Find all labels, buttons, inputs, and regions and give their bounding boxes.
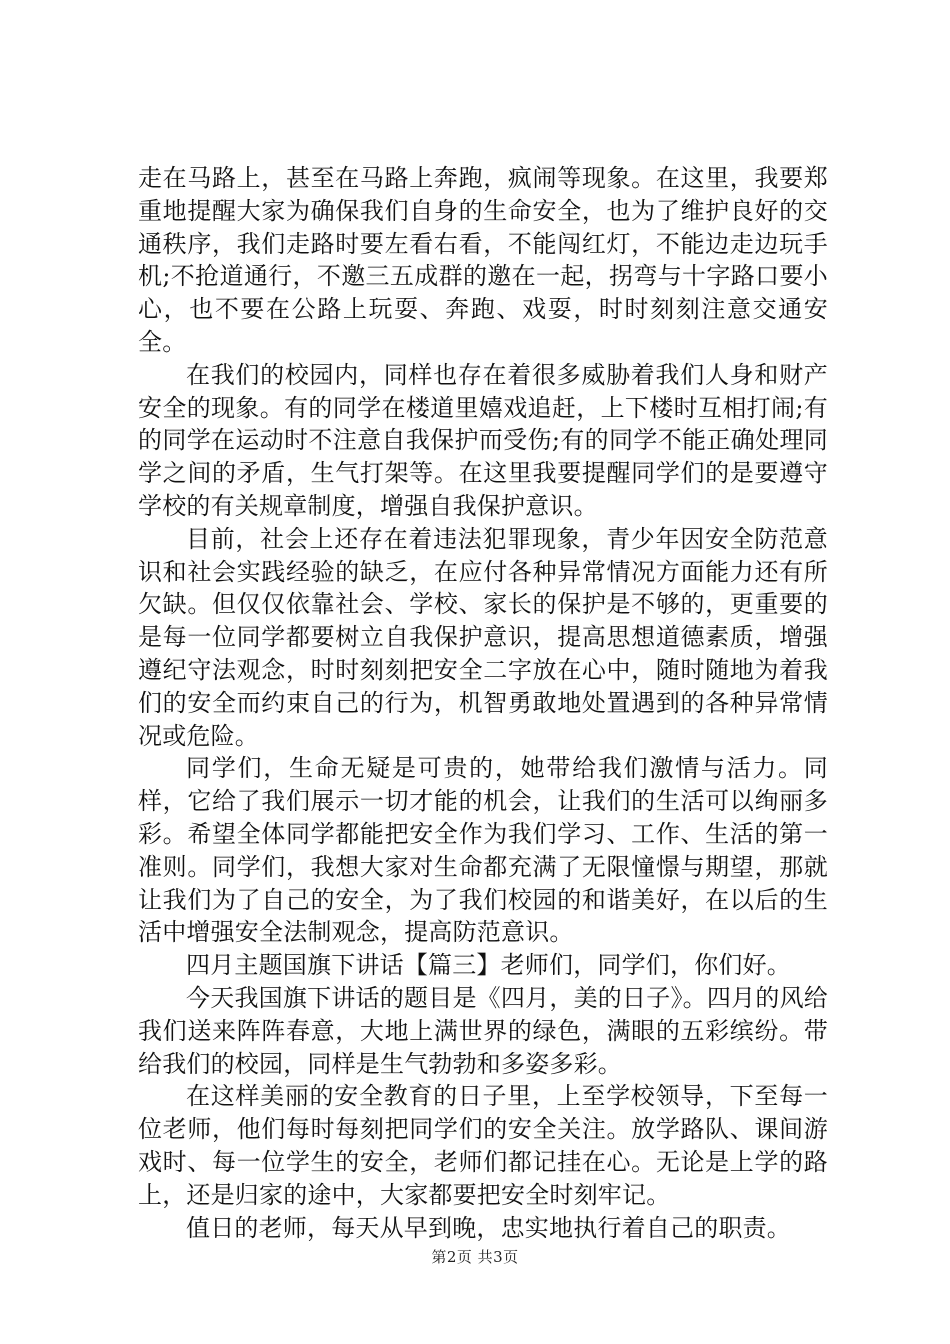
paragraph-duty-teacher: 值日的老师，每天从早到晚，忠实地执行着自己的职责。	[186, 1213, 791, 1242]
paragraph-self-protection: 目前，社会上还存在着违法犯罪现象，青少年因安全防范意识和社会实践经验的缺乏，在应付各种异常情况方面能力还有所欠缺。但仅仅依靠社会、学校、家长的保护是不够的，更重要的是每一位同学都要树立自我保护意识，提高思想道德素质，增强遵纪守法观念，时时刻刻把安全二字放在心中，随时随地为着我们的安全而约束自己的行为，机智勇敢地处置遇到的各种异常情况或危险。	[138, 524, 828, 750]
paragraph-april-topic: 今天我国旗下讲话的题目是《四月，美的日子》。四月的风给我们送来阵阵春意，大地上满世界的绿色，满眼的五彩缤纷。带给我们的校园，同样是生气勃勃和多姿多彩。	[138, 983, 828, 1078]
paragraph-campus-safety: 在我们的校园内，同样也存在着很多威胁着我们人身和财产安全的现象。有的同学在楼道里嬉戏追赶，上下楼时互相打闹;有的同学在运动时不注意自我保护而受伤;有的同学不能正确处理同学之间的矛盾，生气打架等。在这里我要提醒同学们的是要遵守学校的有关规章制度，增强自我保护意识。	[138, 360, 828, 520]
paragraph-continued: 走在马路上，甚至在马路上奔跑，疯闹等现象。在这里，我要郑重地提醒大家为确保我们自身的生命安全，也为了维护良好的交通秩序，我们走路时要左看右看，不能闯红灯，不能边走边玩手机;不抢道通行，不邀三五成群的邀在一起，拐弯与十字路口要小心，也不要在公路上玩耍、奔跑、戏耍，时时刻刻注意交通安全。	[138, 164, 828, 356]
paragraph-section-three-heading: 四月主题国旗下讲话【篇三】老师们，同学们，你们好。	[186, 951, 791, 980]
document-body	[138, 162, 828, 1244]
paragraph-life-value: 同学们，生命无疑是可贵的，她带给我们激情与活力。同样，它给了我们展示一切才能的机会，让我们的生活可以绚丽多彩。希望全体同学都能把安全作为我们学习、工作、生活的第一准则。同学们，我想大家对生命都充满了无限憧憬与期望，那就让我们为了自己的安全，为了我们校园的和谐美好，在以后的生活中增强安全法制观念，提高防范意识。	[138, 754, 828, 947]
paragraph-teachers-care: 在这样美丽的安全教育的日子里，上至学校领导，下至每一位老师，他们每时每刻把同学们的安全关注。放学路队、课间游戏时、每一位学生的安全，老师们都记挂在心。无论是上学的路上，还是归家的途中，大家都要把安全时刻牢记。	[138, 1082, 828, 1209]
page-footer: 第2页 共3页	[431, 1248, 519, 1266]
